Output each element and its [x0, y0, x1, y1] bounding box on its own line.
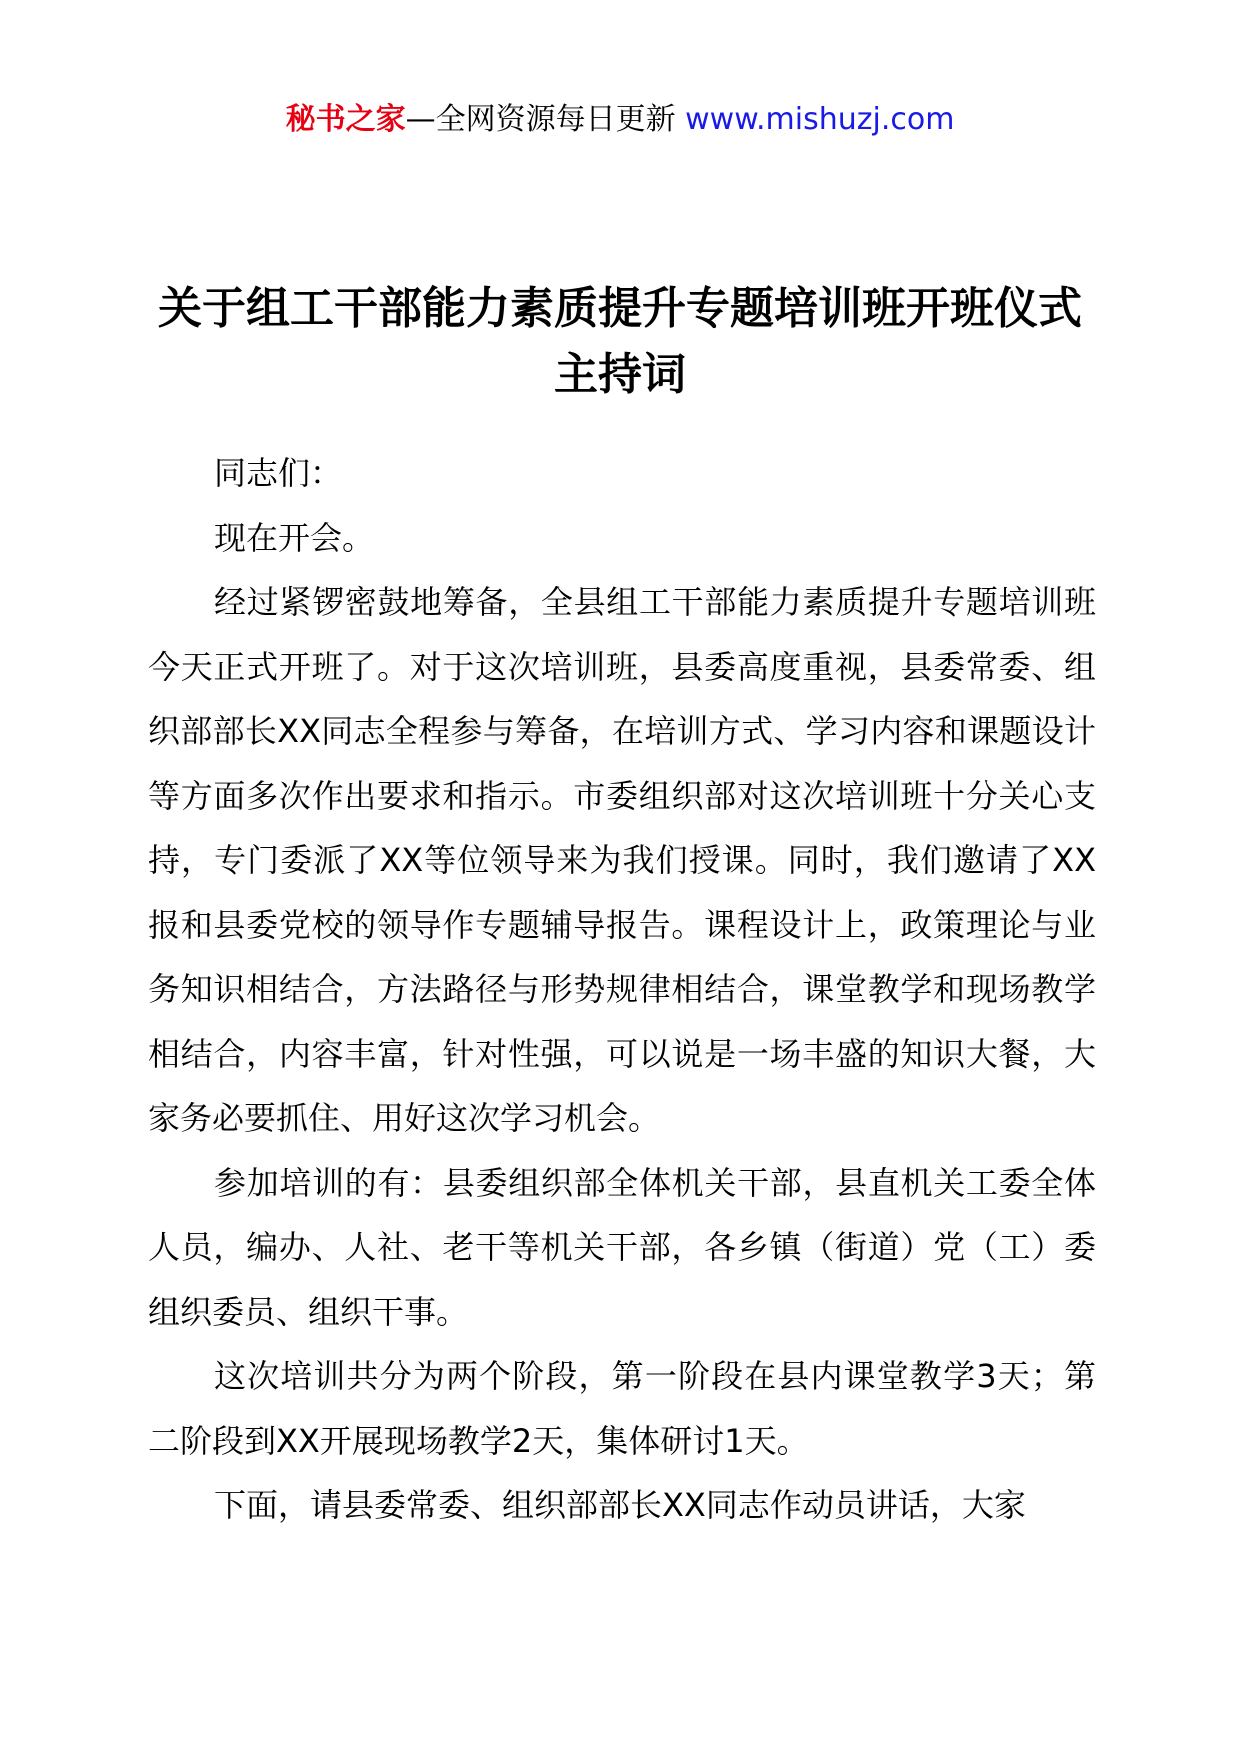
paragraph-opening: 现在开会。: [214, 518, 375, 557]
paragraph-speech-intro: 下面，请县委常委、组织部部长XX同志作动员讲话，大家: [214, 1486, 1026, 1524]
site-header: [0, 100, 1240, 140]
document-title: 关于组工干部能力素质提升专题培训班开班仪式主持词: [158, 283, 1082, 400]
site-url-link[interactable]: www.mishuzj.com: [685, 102, 955, 137]
paragraph-preparation: 经过紧锣密鼓地筹备，全县组工干部能力素质提升专题培训班今天正式开班了。对于这次培训班，县委高度重视，县委常委、组织部部长XX同志全程参与筹备，在培训方式、学习内容和课题设计等方面多次作出要求和指示。市委组织部对这次培训班十分关心支持，专门委派了XX等位领导来为我们授课。同时，我们邀请了XX报和县委党校的领导作专题辅导报告。课程设计上，政策理论与业务知识相结合，方法路径与形势规律相结合，课堂教学和现场教学相结合，内容丰富，针对性强，可以说是一场丰盛的知识大餐，大家务必要抓住、用好这次学习机会。: [148, 583, 1096, 1137]
document-body: [148, 441, 1096, 1538]
paragraph-participants: 参加培训的有：县委组织部全体机关干部，县直机关工委全体人员，编办、人社、老干等机关干部，各乡镇（街道）党（工）委组织委员、组织干事。: [148, 1163, 1096, 1331]
site-brand: 秘书之家: [285, 102, 406, 137]
site-tagline: —全网资源每日更新: [405, 102, 686, 137]
paragraph-schedule: 这次培训共分为两个阶段，第一阶段在县内课堂教学3天；第二阶段到XX开展现场教学2天，集体研讨1天。: [148, 1357, 1096, 1460]
paragraph-salutation: 同志们：: [214, 454, 343, 492]
